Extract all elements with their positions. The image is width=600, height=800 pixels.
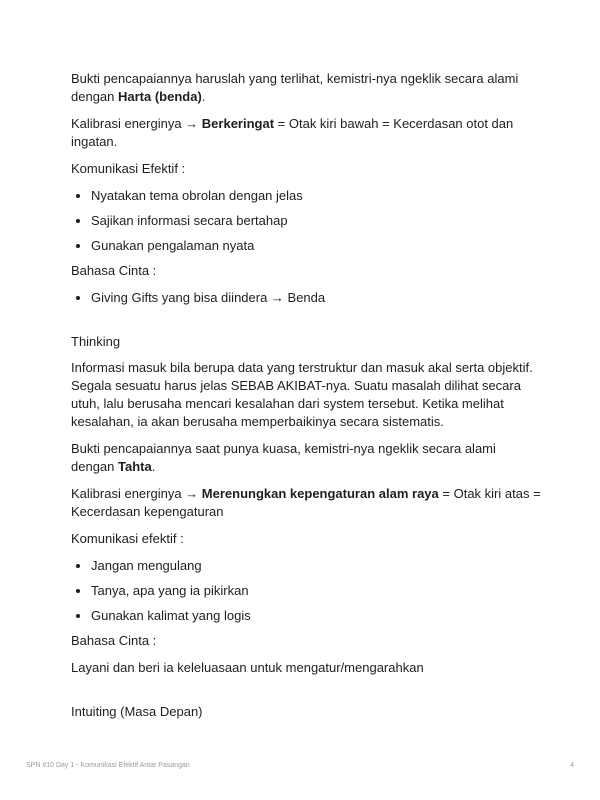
page-footer xyxy=(26,762,574,769)
thinking-bahasa-heading: Bahasa Cinta : xyxy=(71,633,157,648)
thinking-kalibrasi: Kalibrasi energinya → Merenungkan kepengaturan alam raya = Otak kiri atas = Kecerdasan kepengaturan xyxy=(71,486,541,519)
thinking-title: Thinking xyxy=(71,334,121,349)
thinking-komunikasi-heading: Komunikasi efektif : xyxy=(71,531,184,546)
page-number: 4 xyxy=(570,762,574,769)
intuiting-title: Intuiting (Masa Depan) xyxy=(71,704,203,719)
list-item: • Giving Gifts yang bisa diindera → Benda xyxy=(91,289,541,307)
thinking-bahasa-text: Layani dan beri ia keleluasaan untuk mengatur/mengarahkan xyxy=(71,660,424,675)
list-item: • Nyatakan tema obrolan dengan jelas xyxy=(91,187,541,205)
footer-doc-title: SPN #10 Day 1 - Komunikasi Efektif Antar Pasangan xyxy=(26,762,190,769)
list-item: • Gunakan kalimat yang logis xyxy=(91,607,541,625)
feeling-bukti: Bukti pencapaiannya haruslah yang terlihat, kemistri-nya ngeklik secara alami dengan Harta (benda). xyxy=(71,71,519,104)
thinking-bukti: Bukti pencapaiannya saat punya kuasa, kemistri-nya ngeklik secara alami dengan Tahta. xyxy=(71,441,496,474)
thinking-intro: Informasi masuk bila berupa data yang terstruktur dan masuk akal serta objektif. Segala sesuatu harus jelas SEBAB AKIBAT-nya. Suatu masalah dilihat secara utuh, lalu berusaha mencari kesalahan dari system tersebut. Ketika melihat kesalahan, ia akan berusaha memperbaikinya secara sistematis. xyxy=(71,360,533,429)
thinking-komunikasi-list xyxy=(71,557,541,625)
feeling-kalibrasi: Kalibrasi energinya → Berkeringat = Otak kiri bawah = Kecerdasan otot dan ingatan. xyxy=(71,116,514,149)
list-item: • Tanya, apa yang ia pikirkan xyxy=(91,582,541,600)
feeling-komunikasi-list xyxy=(71,187,541,255)
document-page xyxy=(71,70,541,729)
list-item: • Jangan mengulang xyxy=(91,557,541,575)
feeling-komunikasi-heading: Komunikasi Efektif : xyxy=(71,161,186,176)
feeling-bahasa-heading: Bahasa Cinta : xyxy=(71,263,157,278)
feeling-bahasa-list xyxy=(71,289,541,307)
list-item: • Gunakan pengalaman nyata xyxy=(91,237,541,255)
list-item: • Sajikan informasi secara bertahap xyxy=(91,212,541,230)
